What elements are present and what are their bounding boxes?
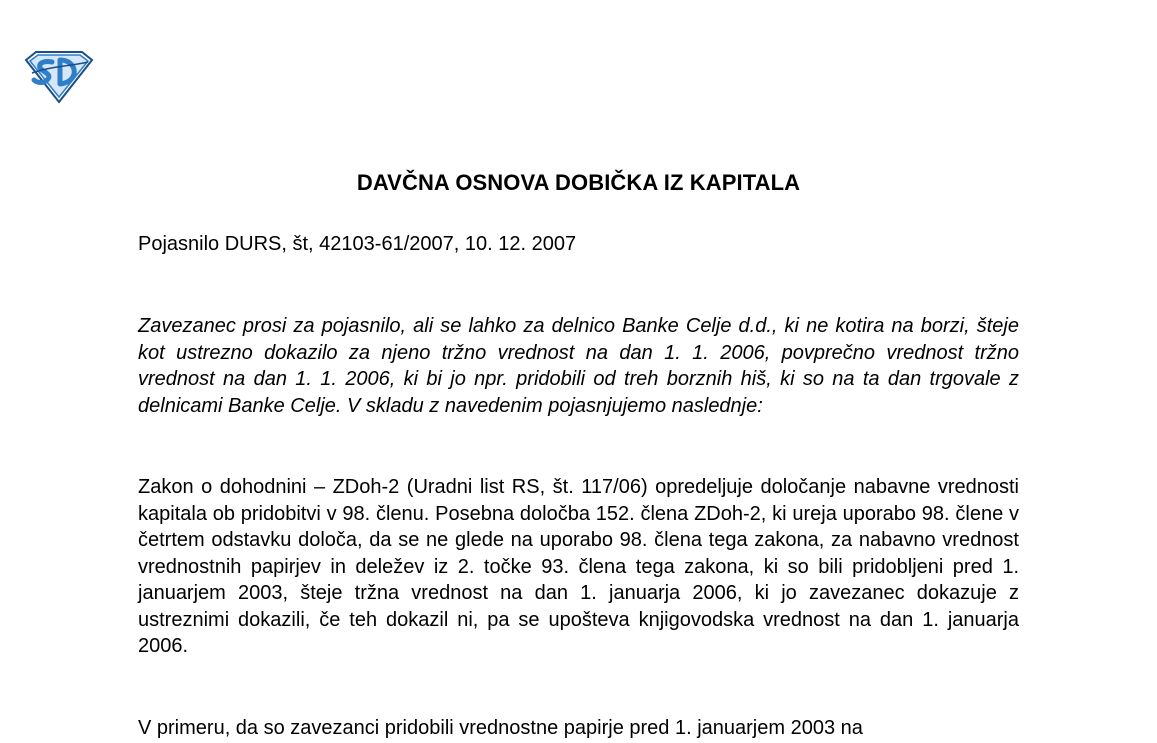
page-title: DAVČNA OSNOVA DOBIČKA IZ KAPITALA	[356, 170, 801, 195]
document-reference: Pojasnilo DURS, št, 42103-61/2007, 10. 12. 2007	[138, 233, 577, 255]
question-paragraph: Zavezanec prosi za pojasnilo, ali se lahko za delnico Banke Celje d.d., ki ne kotira na borzi, šteje kot ustrezno dokazilo za njeno tržno vrednost na dan 1. 1. 2006, povprečno vrednost tržno vrednost na dan 1. 1. 2006, ki bi jo npr. pridobili od treh borznih hiš, ki so na ta dan trgovale z delnicami Banke Celje. V skladu z navedenim pojasnjujemo naslednje:	[138, 315, 1019, 417]
shield-logo-icon	[22, 48, 96, 104]
continuation-paragraph: V primeru, da so zavezanci pridobili vrednostne papirje pred 1. januarjem 2003 na	[138, 717, 863, 739]
answer-paragraph: Zakon o dohodnini – ZDoh-2 (Uradni list RS, št. 117/06) opredeljuje določanje nabavne vrednosti kapitala ob pridobitvi v 98. členu. Posebna določba 152. člena ZDoh-2, ki ureja uporabo 98. člene v četrtem odstavku določa, da se ne glede na uporabo 98. člena tega zakona, za nabavno vrednost vrednostnih papirjev in deležev iz 2. točke 93. člena tega zakona, ki so bili pridobljeni pred 1. januarjem 2003, šteje tržna vrednost na dan 1. januarja 2006, ki jo zavezanec dokazuje z ustreznimi dokazili, če teh dokazil ni, pa se upošteva knjigovodska vrednost na dan 1. januarja 2006.	[138, 476, 1019, 657]
company-logo	[22, 48, 96, 104]
